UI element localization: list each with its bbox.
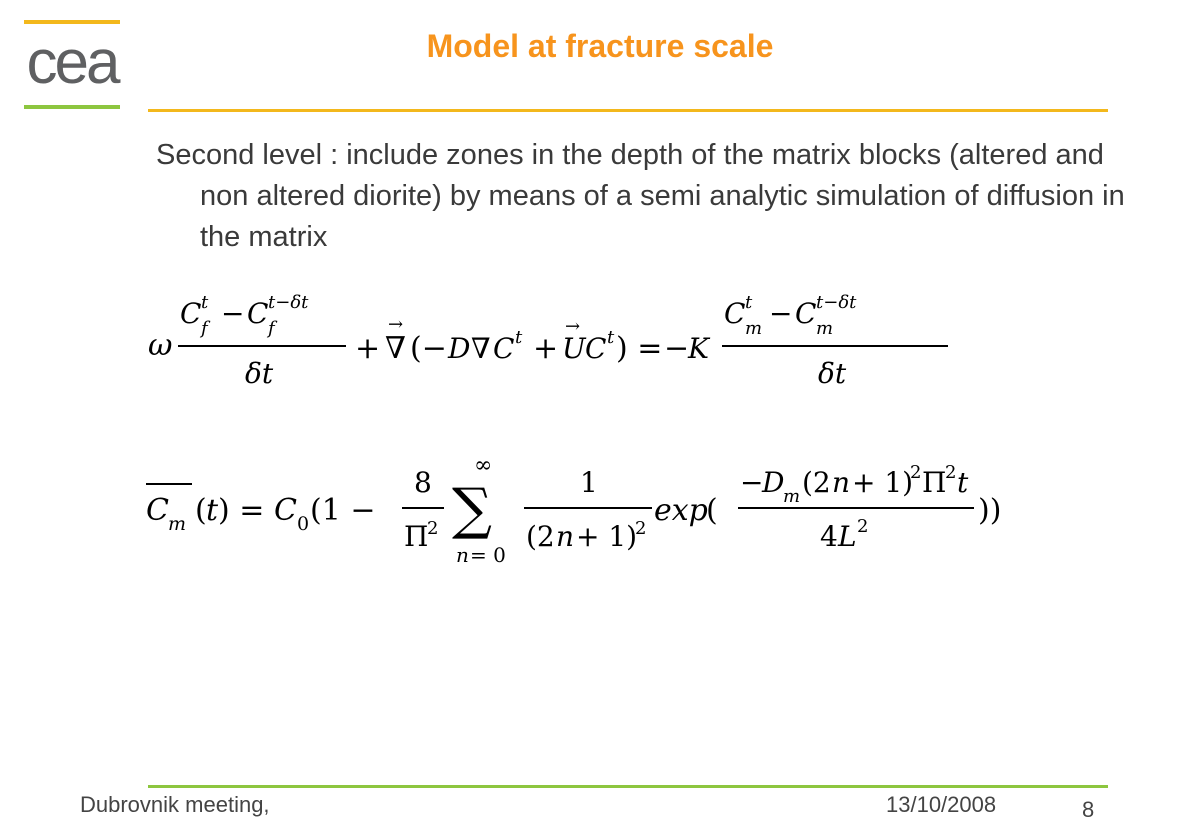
svg-text:8: 8	[414, 466, 432, 499]
svg-text:∇: ∇	[471, 332, 491, 365]
svg-text:K: K	[688, 332, 709, 365]
svg-text:C: C	[180, 297, 202, 330]
svg-text:−: −	[769, 297, 793, 330]
svg-text:2: 2	[635, 518, 647, 539]
svg-text:Π: Π	[404, 520, 429, 553]
svg-text:exp: exp	[654, 493, 708, 528]
svg-text:(−: (−	[410, 331, 447, 366]
svg-text:t: t	[957, 466, 969, 499]
svg-text:C: C	[274, 493, 297, 528]
svg-text:f: f	[201, 318, 208, 339]
page-number: 8	[1082, 797, 1095, 822]
slide-title: Model at fracture scale	[426, 28, 774, 64]
svg-text:∑: ∑	[452, 477, 492, 542]
svg-text:m: m	[745, 318, 763, 339]
title-divider	[148, 109, 1108, 112]
svg-text:+ 1): + 1)	[852, 466, 914, 499]
svg-text:m: m	[783, 486, 801, 507]
svg-text:m: m	[168, 513, 187, 535]
equation-2	[140, 450, 1060, 570]
svg-text:C: C	[493, 332, 515, 365]
svg-text:t: t	[607, 327, 615, 348]
svg-text:δt: δt	[818, 357, 847, 390]
svg-text:t: t	[201, 292, 209, 313]
logo-text: cea	[26, 28, 118, 97]
svg-text:D: D	[762, 466, 785, 499]
svg-text:t−δt: t−δt	[816, 292, 857, 313]
svg-text:t: t	[515, 327, 523, 348]
svg-text:→: →	[565, 316, 581, 337]
svg-text:D: D	[448, 332, 471, 365]
svg-text:−: −	[221, 297, 245, 330]
svg-text:→: →	[388, 314, 404, 335]
svg-text:C: C	[146, 493, 169, 528]
logo-top-bar	[24, 20, 120, 24]
svg-text:∇: ∇	[385, 331, 406, 366]
svg-text:2: 2	[945, 462, 957, 483]
svg-text:C: C	[795, 297, 817, 330]
svg-text:ω: ω	[148, 328, 173, 363]
logo-bottom-bar	[24, 105, 120, 109]
svg-text:)): ))	[978, 493, 1002, 528]
footer-meeting: Dubrovnik meeting,	[80, 792, 270, 817]
svg-text:) =: ) =	[218, 493, 265, 528]
svg-text:C: C	[724, 297, 746, 330]
svg-text:U: U	[562, 332, 586, 365]
footer-date: 13/10/2008	[886, 792, 997, 817]
svg-text:n: n	[832, 466, 851, 499]
svg-text:(: (	[195, 493, 207, 528]
svg-text:(1 −: (1 −	[310, 493, 376, 528]
svg-text:t: t	[745, 292, 753, 313]
svg-text:−: −	[740, 466, 764, 499]
svg-text:) =: ) =	[616, 331, 663, 366]
svg-text:4: 4	[820, 520, 838, 553]
equation-1	[148, 288, 968, 398]
svg-text:(: (	[706, 493, 718, 528]
svg-text:+ 1): + 1)	[576, 520, 638, 553]
svg-text:t−δt: t−δt	[268, 292, 309, 313]
svg-text:+: +	[533, 331, 559, 366]
svg-text:= 0: = 0	[470, 543, 506, 567]
svg-text:(2: (2	[802, 466, 831, 499]
svg-text:1: 1	[580, 466, 598, 499]
svg-text:t: t	[206, 493, 219, 528]
body-paragraph: Second level : include zones in the depth of the matrix blocks (altered and non altered diorite) by means of a semi analytic simulation of diffusion in the matrix	[156, 139, 1125, 253]
svg-text:2: 2	[910, 462, 922, 483]
svg-text:C: C	[247, 297, 269, 330]
cea-logo	[22, 16, 122, 116]
svg-text:+: +	[355, 331, 381, 366]
svg-text:−: −	[664, 331, 690, 366]
svg-text:f: f	[268, 318, 275, 339]
svg-text:n: n	[556, 520, 575, 553]
svg-text:δt: δt	[245, 357, 274, 390]
svg-text:2: 2	[857, 516, 869, 537]
svg-text:(2: (2	[526, 520, 555, 553]
svg-text:2: 2	[427, 518, 439, 539]
footer-divider	[148, 785, 1108, 788]
svg-text:C: C	[585, 332, 607, 365]
svg-text:∞: ∞	[474, 453, 493, 478]
svg-text:Π: Π	[922, 466, 947, 499]
svg-text:m: m	[816, 318, 834, 339]
svg-text:L: L	[838, 520, 857, 553]
svg-text:n: n	[456, 543, 469, 567]
svg-text:0: 0	[297, 513, 310, 535]
